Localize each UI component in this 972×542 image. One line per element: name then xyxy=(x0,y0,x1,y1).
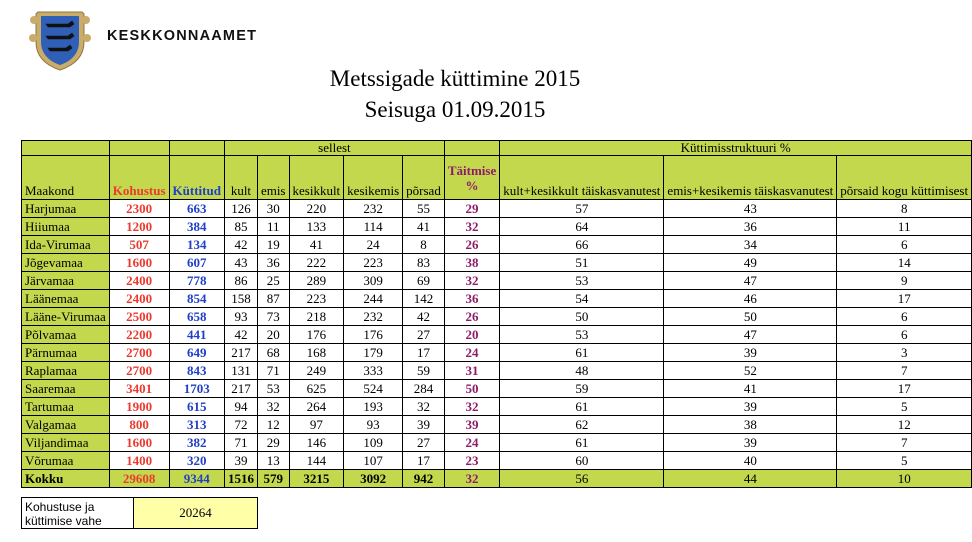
row-struktuur-emis: 36 xyxy=(664,218,837,236)
row-emis: 32 xyxy=(257,398,289,416)
row-kesikkult: 223 xyxy=(289,290,344,308)
row-kult: 42 xyxy=(224,236,257,254)
row-kesikkult: 222 xyxy=(289,254,344,272)
row-porsad: 284 xyxy=(403,380,445,398)
row-porsad: 69 xyxy=(403,272,445,290)
table-row xyxy=(22,308,972,326)
difference-label: Kohustuse ja küttimise vahe xyxy=(21,497,134,529)
table-header-row xyxy=(22,141,972,156)
header-cell-blank xyxy=(169,141,224,156)
total-kesikemis: 3092 xyxy=(344,470,403,488)
header-taitmine xyxy=(444,156,499,200)
row-taitmine: 23 xyxy=(444,452,499,470)
row-kohustus: 1400 xyxy=(109,452,169,470)
row-kesikemis: 176 xyxy=(344,326,403,344)
row-kesikemis: 223 xyxy=(344,254,403,272)
row-kuttitud: 313 xyxy=(169,416,224,434)
row-kohustus: 2200 xyxy=(109,326,169,344)
row-struktuur-kult: 51 xyxy=(500,254,664,272)
row-kult: 131 xyxy=(224,362,257,380)
row-kuttitud: 1703 xyxy=(169,380,224,398)
row-name: Lääne-Virumaa xyxy=(22,308,110,326)
row-kesikkult: 146 xyxy=(289,434,344,452)
total-emis: 579 xyxy=(257,470,289,488)
row-kesikkult: 625 xyxy=(289,380,344,398)
row-struktuur-porsad: 12 xyxy=(837,416,972,434)
header-kuttitud: Küttitud xyxy=(169,156,224,200)
row-kesikemis: 93 xyxy=(344,416,403,434)
row-struktuur-emis: 52 xyxy=(664,362,837,380)
row-struktuur-kult: 54 xyxy=(500,290,664,308)
row-kult: 71 xyxy=(224,434,257,452)
row-kesikemis: 333 xyxy=(344,362,403,380)
header-kohustus: Kohustus xyxy=(109,156,169,200)
header-porsad: põrsad xyxy=(403,156,445,200)
table-row xyxy=(22,434,972,452)
row-porsad: 55 xyxy=(403,200,445,218)
row-kesikemis: 524 xyxy=(344,380,403,398)
estonian-coat-of-arms-logo xyxy=(28,8,92,72)
hunting-statistics-table xyxy=(21,140,972,488)
row-struktuur-emis: 47 xyxy=(664,326,837,344)
row-emis: 73 xyxy=(257,308,289,326)
row-kohustus: 2700 xyxy=(109,344,169,362)
row-struktuur-porsad: 17 xyxy=(837,290,972,308)
row-porsad: 142 xyxy=(403,290,445,308)
row-kohustus: 2500 xyxy=(109,308,169,326)
row-struktuur-emis: 50 xyxy=(664,308,837,326)
row-kohustus: 2700 xyxy=(109,362,169,380)
total-kohustus: 29608 xyxy=(109,470,169,488)
row-struktuur-emis: 38 xyxy=(664,416,837,434)
row-struktuur-kult: 57 xyxy=(500,200,664,218)
table-row xyxy=(22,416,972,434)
header-sellest: sellest xyxy=(224,141,444,156)
header-cell-blank xyxy=(444,141,499,156)
row-kult: 72 xyxy=(224,416,257,434)
row-kohustus: 1200 xyxy=(109,218,169,236)
table-row xyxy=(22,398,972,416)
row-emis: 68 xyxy=(257,344,289,362)
row-kuttitud: 663 xyxy=(169,200,224,218)
row-kesikemis: 193 xyxy=(344,398,403,416)
row-taitmine: 32 xyxy=(444,218,499,236)
row-taitmine: 36 xyxy=(444,290,499,308)
page-title: Metssigade küttimine 2015 xyxy=(329,66,581,91)
row-struktuur-porsad: 6 xyxy=(837,236,972,254)
table-row xyxy=(22,326,972,344)
row-struktuur-porsad: 5 xyxy=(837,398,972,416)
row-kuttitud: 441 xyxy=(169,326,224,344)
table-row xyxy=(22,344,972,362)
row-name: Järvamaa xyxy=(22,272,110,290)
org-name: KESKKONNAAMET xyxy=(107,28,258,44)
row-kult: 217 xyxy=(224,344,257,362)
row-kohustus: 2400 xyxy=(109,290,169,308)
row-emis: 71 xyxy=(257,362,289,380)
total-s2: 44 xyxy=(664,470,837,488)
row-kohustus: 2300 xyxy=(109,200,169,218)
row-kohustus: 3401 xyxy=(109,380,169,398)
difference-value: 20264 xyxy=(134,497,258,529)
total-porsad: 942 xyxy=(403,470,445,488)
row-kult: 39 xyxy=(224,452,257,470)
row-struktuur-porsad: 5 xyxy=(837,452,972,470)
row-struktuur-kult: 48 xyxy=(500,362,664,380)
row-struktuur-emis: 46 xyxy=(664,290,837,308)
row-kohustus: 1600 xyxy=(109,434,169,452)
row-struktuur-kult: 59 xyxy=(500,380,664,398)
row-porsad: 17 xyxy=(403,344,445,362)
row-struktuur-kult: 53 xyxy=(500,326,664,344)
row-name: Ida-Virumaa xyxy=(22,236,110,254)
page-subtitle-date: Seisuga 01.09.2015 xyxy=(364,97,546,122)
row-taitmine: 26 xyxy=(444,308,499,326)
row-kult: 93 xyxy=(224,308,257,326)
table-row xyxy=(22,452,972,470)
row-struktuur-emis: 40 xyxy=(664,452,837,470)
header-struktuur-kult: kult+kesikkult täiskasvanutest xyxy=(500,156,664,200)
row-kesikkult: 144 xyxy=(289,452,344,470)
row-kesikemis: 114 xyxy=(344,218,403,236)
row-emis: 25 xyxy=(257,272,289,290)
row-struktuur-kult: 61 xyxy=(500,434,664,452)
row-name: Pärnumaa xyxy=(22,344,110,362)
row-emis: 13 xyxy=(257,452,289,470)
row-taitmine: 20 xyxy=(444,326,499,344)
row-kohustus: 1600 xyxy=(109,254,169,272)
row-name: Hiiumaa xyxy=(22,218,110,236)
row-taitmine: 50 xyxy=(444,380,499,398)
header-kult: kult xyxy=(224,156,257,200)
row-emis: 29 xyxy=(257,434,289,452)
row-name: Harjumaa xyxy=(22,200,110,218)
row-kesikkult: 249 xyxy=(289,362,344,380)
row-kesikemis: 232 xyxy=(344,308,403,326)
row-struktuur-emis: 39 xyxy=(664,434,837,452)
row-emis: 36 xyxy=(257,254,289,272)
row-struktuur-porsad: 6 xyxy=(837,326,972,344)
row-emis: 12 xyxy=(257,416,289,434)
row-emis: 11 xyxy=(257,218,289,236)
table-row xyxy=(22,362,972,380)
row-taitmine: 32 xyxy=(444,272,499,290)
row-kesikemis: 244 xyxy=(344,290,403,308)
row-struktuur-emis: 41 xyxy=(664,380,837,398)
row-name: Raplamaa xyxy=(22,362,110,380)
row-porsad: 42 xyxy=(403,308,445,326)
row-porsad: 59 xyxy=(403,362,445,380)
row-kesikkult: 168 xyxy=(289,344,344,362)
row-kuttitud: 854 xyxy=(169,290,224,308)
row-struktuur-porsad: 6 xyxy=(837,308,972,326)
row-kohustus: 2400 xyxy=(109,272,169,290)
row-taitmine: 39 xyxy=(444,416,499,434)
row-struktuur-kult: 50 xyxy=(500,308,664,326)
row-struktuur-kult: 62 xyxy=(500,416,664,434)
total-kuttitud: 9344 xyxy=(169,470,224,488)
row-kuttitud: 134 xyxy=(169,236,224,254)
row-porsad: 27 xyxy=(403,326,445,344)
row-emis: 53 xyxy=(257,380,289,398)
row-porsad: 8 xyxy=(403,236,445,254)
row-kuttitud: 649 xyxy=(169,344,224,362)
header-struktuur: Küttimisstruktuuri % xyxy=(500,141,972,156)
total-name: Kokku xyxy=(22,470,110,488)
row-struktuur-kult: 61 xyxy=(500,344,664,362)
row-name: Tartumaa xyxy=(22,398,110,416)
row-struktuur-porsad: 7 xyxy=(837,362,972,380)
table-subheader-row xyxy=(22,156,972,200)
row-kohustus: 1900 xyxy=(109,398,169,416)
table-row xyxy=(22,236,972,254)
row-kesikemis: 179 xyxy=(344,344,403,362)
table-row xyxy=(22,254,972,272)
header-taitmine-line1: Täitmise xyxy=(447,162,497,178)
row-kuttitud: 615 xyxy=(169,398,224,416)
row-kesikkult: 176 xyxy=(289,326,344,344)
header-emis: emis xyxy=(257,156,289,200)
row-kesikkult: 133 xyxy=(289,218,344,236)
row-kult: 86 xyxy=(224,272,257,290)
header-kesikkult: kesikkult xyxy=(289,156,344,200)
row-name: Põlvamaa xyxy=(22,326,110,344)
table-row xyxy=(22,380,972,398)
row-kesikkult: 264 xyxy=(289,398,344,416)
row-kult: 126 xyxy=(224,200,257,218)
row-kesikkult: 218 xyxy=(289,308,344,326)
row-struktuur-emis: 39 xyxy=(664,398,837,416)
row-kesikemis: 232 xyxy=(344,200,403,218)
row-struktuur-porsad: 9 xyxy=(837,272,972,290)
header-kesikemis: kesikemis xyxy=(344,156,403,200)
row-taitmine: 29 xyxy=(444,200,499,218)
table-row xyxy=(22,218,972,236)
total-row xyxy=(22,470,972,488)
row-name: Võrumaa xyxy=(22,452,110,470)
row-kohustus: 507 xyxy=(109,236,169,254)
row-struktuur-porsad: 14 xyxy=(837,254,972,272)
row-kohustus: 800 xyxy=(109,416,169,434)
total-s3: 10 xyxy=(837,470,972,488)
header-struktuur-emis: emis+kesikemis täiskasvanutest xyxy=(664,156,837,200)
header-taitmine-line2: % xyxy=(465,177,479,193)
row-name: Viljandimaa xyxy=(22,434,110,452)
row-kuttitud: 658 xyxy=(169,308,224,326)
row-name: Valgamaa xyxy=(22,416,110,434)
row-taitmine: 24 xyxy=(444,434,499,452)
row-struktuur-emis: 47 xyxy=(664,272,837,290)
row-struktuur-porsad: 7 xyxy=(837,434,972,452)
row-taitmine: 26 xyxy=(444,236,499,254)
row-kuttitud: 607 xyxy=(169,254,224,272)
row-taitmine: 31 xyxy=(444,362,499,380)
row-porsad: 83 xyxy=(403,254,445,272)
total-s1: 56 xyxy=(500,470,664,488)
row-kesikemis: 309 xyxy=(344,272,403,290)
total-kesikkult: 3215 xyxy=(289,470,344,488)
row-kuttitud: 382 xyxy=(169,434,224,452)
row-name: Jõgevamaa xyxy=(22,254,110,272)
row-emis: 20 xyxy=(257,326,289,344)
row-kult: 217 xyxy=(224,380,257,398)
header-cell-blank xyxy=(22,141,110,156)
row-kult: 94 xyxy=(224,398,257,416)
row-kuttitud: 320 xyxy=(169,452,224,470)
row-emis: 19 xyxy=(257,236,289,254)
row-struktuur-kult: 66 xyxy=(500,236,664,254)
total-taitmine: 32 xyxy=(444,470,499,488)
row-name: Läänemaa xyxy=(22,290,110,308)
row-struktuur-porsad: 8 xyxy=(837,200,972,218)
row-kesikkult: 289 xyxy=(289,272,344,290)
row-taitmine: 38 xyxy=(444,254,499,272)
row-kesikkult: 97 xyxy=(289,416,344,434)
row-struktuur-porsad: 3 xyxy=(837,344,972,362)
row-struktuur-kult: 53 xyxy=(500,272,664,290)
row-name: Saaremaa xyxy=(22,380,110,398)
row-taitmine: 24 xyxy=(444,344,499,362)
row-porsad: 41 xyxy=(403,218,445,236)
row-porsad: 32 xyxy=(403,398,445,416)
row-kesikemis: 107 xyxy=(344,452,403,470)
table-row xyxy=(22,272,972,290)
row-struktuur-emis: 49 xyxy=(664,254,837,272)
row-emis: 87 xyxy=(257,290,289,308)
row-kesikkult: 220 xyxy=(289,200,344,218)
row-struktuur-porsad: 17 xyxy=(837,380,972,398)
header-cell-blank xyxy=(109,141,169,156)
row-struktuur-kult: 60 xyxy=(500,452,664,470)
row-struktuur-porsad: 11 xyxy=(837,218,972,236)
table-body xyxy=(22,200,972,470)
table-row xyxy=(22,200,972,218)
row-kult: 158 xyxy=(224,290,257,308)
row-porsad: 39 xyxy=(403,416,445,434)
row-kesikkult: 41 xyxy=(289,236,344,254)
row-struktuur-kult: 64 xyxy=(500,218,664,236)
row-struktuur-emis: 39 xyxy=(664,344,837,362)
row-kult: 42 xyxy=(224,326,257,344)
total-kult: 1516 xyxy=(224,470,257,488)
row-emis: 30 xyxy=(257,200,289,218)
row-kuttitud: 384 xyxy=(169,218,224,236)
table-row xyxy=(22,290,972,308)
row-struktuur-emis: 34 xyxy=(664,236,837,254)
row-kesikemis: 24 xyxy=(344,236,403,254)
row-kuttitud: 778 xyxy=(169,272,224,290)
row-kesikemis: 109 xyxy=(344,434,403,452)
header-struktuur-porsad: põrsaid kogu küttimisest xyxy=(837,156,972,200)
row-kuttitud: 843 xyxy=(169,362,224,380)
row-kult: 85 xyxy=(224,218,257,236)
row-kult: 43 xyxy=(224,254,257,272)
row-porsad: 27 xyxy=(403,434,445,452)
header-maakond: Maakond xyxy=(22,156,110,200)
row-struktuur-kult: 61 xyxy=(500,398,664,416)
row-taitmine: 32 xyxy=(444,398,499,416)
row-struktuur-emis: 43 xyxy=(664,200,837,218)
row-porsad: 17 xyxy=(403,452,445,470)
